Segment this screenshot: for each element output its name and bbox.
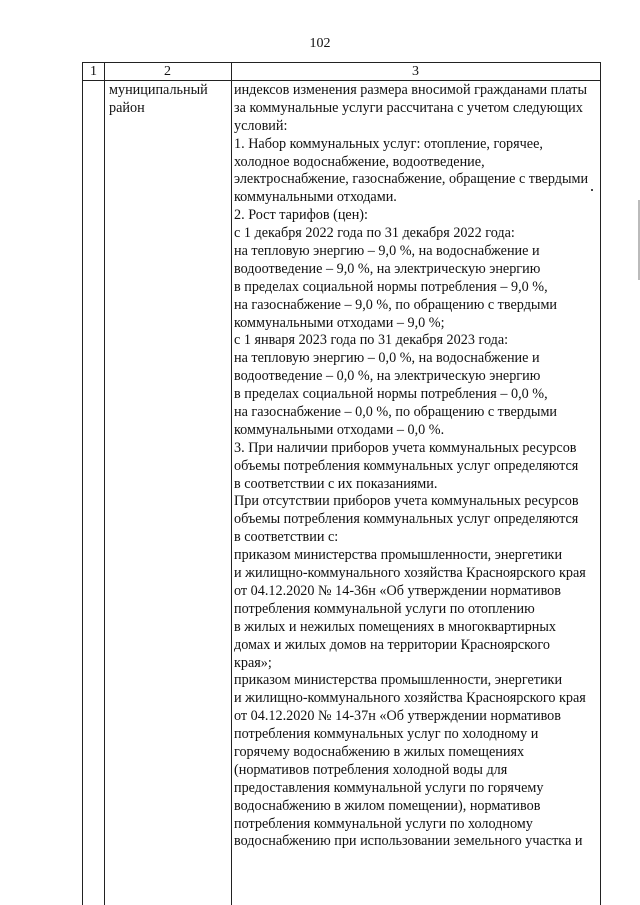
conditions-text-line: коммунальными отходами – 9,0 %; — [234, 314, 445, 331]
conditions-text-line: с 1 января 2023 года по 31 декабря 2023 года: — [234, 332, 509, 349]
table-header-row — [83, 63, 601, 81]
conditions-text-line: в пределах социальной нормы потребления – 9,0 %, — [234, 278, 548, 295]
conditions-text-line: 1. Набор коммунальных услуг: отопление, горячее, — [234, 135, 543, 152]
page-number: 102 — [309, 36, 331, 51]
conditions-text-line: в пределах социальной нормы потребления – 0,0 %, — [234, 386, 548, 403]
conditions-text-line: потребления коммунальной услуги по холодному — [234, 815, 533, 832]
conditions-text-line: водоснабжению при использовании земельного участка и — [234, 833, 583, 850]
conditions-text-line: в соответствии с их показаниями. — [234, 475, 438, 492]
conditions-text-line: потребления коммунальных услуг по холодному и — [234, 726, 539, 743]
conditions-text-line: 2. Рост тарифов (цен): — [234, 207, 368, 224]
conditions-text-line: домах и жилых домов на территории Красноярского — [234, 636, 550, 653]
conditions-text-line: водоотведение – 0,0 %, на электрическую энергию — [234, 368, 541, 385]
conditions-text-line: индексов изменения размера вносимой гражданами платы — [234, 82, 588, 98]
conditions-text-line: от 04.12.2020 № 14-37н «Об утверждении нормативов — [234, 708, 561, 725]
column-divider-1 — [104, 63, 105, 905]
conditions-text-line: горячему водоснабжению в жилых помещениях — [234, 743, 525, 760]
conditions-text-line: объемы потребления коммунальных услуг определяются — [234, 511, 579, 528]
conditions-cell — [234, 82, 604, 851]
conditions-text-line: коммунальными отходами. — [234, 189, 397, 206]
conditions-text-line: потребления коммунальной услуги по отоплению — [234, 600, 535, 617]
document-table — [82, 62, 601, 905]
territory-text-line: муниципальный — [109, 82, 208, 98]
conditions-text-line: за коммунальные услуги рассчитана с учетом следующих — [234, 99, 583, 116]
conditions-text-line: края»; — [234, 654, 272, 671]
conditions-text-line: и жилищно-коммунального хозяйства Красноярского края — [234, 690, 586, 707]
conditions-text-line: водоотведение – 9,0 %, на электрическую энергию — [234, 260, 541, 277]
conditions-text-line: на газоснабжение – 9,0 %, по обращению с твердыми — [234, 296, 558, 313]
conditions-text-line: (нормативов потребления холодной воды для — [234, 761, 508, 778]
conditions-text-line: объемы потребления коммунальных услуг определяются — [234, 457, 579, 474]
conditions-text-line: 3. При наличии приборов учета коммунальных ресурсов — [234, 439, 577, 456]
conditions-text-line: коммунальными отходами – 0,0 %. — [234, 421, 445, 438]
conditions-text-line: на тепловую энергию – 9,0 %, на водоснабжение и — [234, 243, 540, 260]
scan-speck — [591, 189, 593, 191]
conditions-text-line: холодное водоснабжение, водоотведение, — [234, 153, 485, 170]
conditions-text-line: приказом министерства промышленности, энергетики — [234, 547, 563, 564]
territory-cell — [109, 82, 229, 118]
header-col-2: 2 — [164, 64, 171, 79]
conditions-text-line: в соответствии с: — [234, 529, 339, 546]
header-col-1: 1 — [90, 64, 97, 79]
conditions-text-line: и жилищно-коммунального хозяйства Красноярского края — [234, 565, 586, 582]
conditions-text-line: на тепловую энергию – 0,0 %, на водоснабжение и — [234, 350, 540, 367]
conditions-text-line: в жилых и нежилых помещениях в многоквартирных — [234, 618, 557, 635]
conditions-text-line: на газоснабжение – 0,0 %, по обращению с твердыми — [234, 404, 558, 421]
conditions-text-line: водоснабжению в жилом помещении), нормативов — [234, 797, 541, 814]
conditions-text-line: электроснабжение, газоснабжение, обращение с твердыми — [234, 171, 589, 188]
conditions-text-line: условий: — [234, 117, 288, 134]
conditions-text-line: с 1 декабря 2022 года по 31 декабря 2022 года: — [234, 225, 515, 242]
conditions-text-line: предоставления коммунальной услуги по горячему — [234, 779, 544, 796]
territory-text-line: район — [109, 99, 145, 116]
column-divider-2 — [231, 63, 232, 905]
conditions-text-line: приказом министерства промышленности, энергетики — [234, 672, 563, 689]
header-col-3: 3 — [412, 64, 419, 79]
conditions-text-line: При отсутствии приборов учета коммунальных ресурсов — [234, 493, 579, 510]
conditions-text-line: от 04.12.2020 № 14-36н «Об утверждении нормативов — [234, 582, 561, 599]
